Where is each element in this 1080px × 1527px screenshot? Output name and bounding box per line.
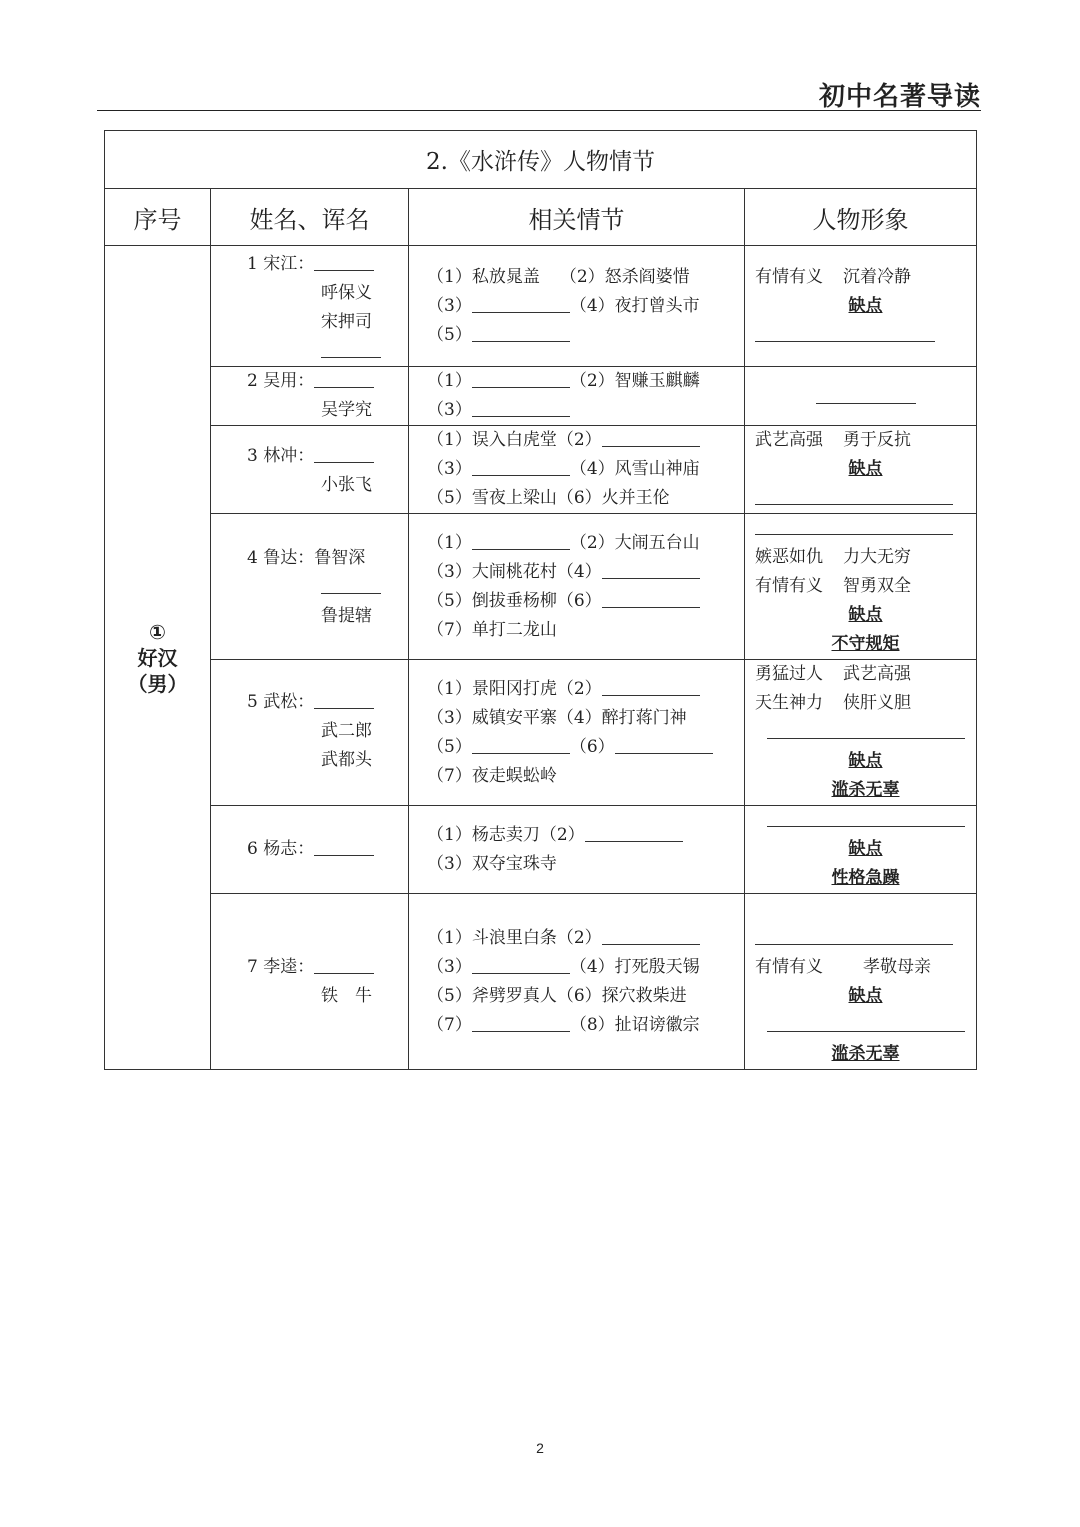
table-row — [105, 894, 977, 1070]
answer-blank — [314, 444, 374, 463]
character-name: 4 鲁达：鲁智深 — [247, 548, 366, 568]
plot-item: （5）雪夜上梁山（6）火并王伦 — [427, 488, 670, 508]
answer-blank — [602, 560, 700, 579]
character-name: 5 武松： — [247, 692, 315, 712]
nickname: 武二郎 — [321, 721, 372, 741]
name-cell — [211, 246, 409, 367]
character-name: 2 吴用： — [247, 371, 315, 391]
page-number: 2 — [536, 1440, 544, 1456]
plot-item: （5） — [427, 324, 472, 345]
trait: 有情有义 — [755, 266, 823, 287]
answer-blank — [816, 385, 916, 404]
answer-blank — [314, 837, 374, 856]
plot-item: （2）怒杀阎婆惜 — [559, 266, 690, 287]
plot-item: （1）斗浪里白条（2） — [427, 927, 602, 948]
header-title: 初中名著导读 — [818, 82, 981, 112]
answer-blank — [615, 735, 713, 754]
answer-blank — [314, 690, 374, 709]
plot-item: （4）打死殷天锡 — [569, 956, 700, 977]
plot-cell — [409, 806, 745, 894]
plot-item: （1）私放晁盖 — [427, 266, 540, 287]
table-row — [105, 246, 977, 367]
nickname: 铁 牛 — [321, 985, 372, 1006]
answer-blank — [321, 575, 381, 594]
trait: 有情有义 — [755, 576, 823, 596]
answer-blank — [472, 735, 570, 754]
answer-blank — [755, 516, 953, 535]
trait: 力大无穷 — [843, 547, 911, 567]
flaw-label: 缺点 — [848, 751, 883, 771]
plot-item: （4）夜打曾头市 — [569, 295, 700, 316]
flaw-label: 缺点 — [848, 839, 883, 859]
plot-item: （5）倒拔垂杨柳（6） — [427, 590, 602, 611]
group-sub: （男） — [127, 671, 188, 696]
plot-item: （8）扯诏谤徽宗 — [569, 1014, 700, 1035]
image-cell — [745, 426, 977, 514]
trait: 侠肝义胆 — [843, 693, 911, 713]
plot-item: （1） — [427, 532, 472, 553]
plot-cell — [409, 367, 745, 426]
image-cell — [745, 660, 977, 806]
column-header-name: 姓名、诨名 — [211, 189, 409, 246]
trait: 天生神力 — [755, 693, 823, 713]
trait: 勇猛过人 — [755, 664, 823, 684]
flaw-text: 滥杀无辜 — [831, 780, 900, 800]
plot-cell — [409, 894, 745, 1070]
character-name: 1 宋江： — [247, 254, 315, 274]
name-cell — [211, 426, 409, 514]
name-cell — [211, 894, 409, 1070]
trait: 武艺高强 — [843, 664, 911, 684]
table-row — [105, 514, 977, 660]
answer-blank — [755, 926, 953, 945]
plot-item: （7） — [427, 1014, 472, 1035]
nickname: 宋押司 — [321, 312, 372, 332]
plot-item: （3） — [427, 295, 472, 316]
table-row — [105, 806, 977, 894]
character-name: 6 杨志： — [247, 839, 315, 859]
plot-item: （1）景阳冈打虎（2） — [427, 678, 602, 699]
plot-item: （5）斧劈罗真人（6）探穴救柴进 — [427, 985, 687, 1006]
plot-cell — [409, 660, 745, 806]
flaw-label: 缺点 — [848, 459, 883, 479]
flaw-label: 缺点 — [848, 605, 883, 625]
name-cell — [211, 806, 409, 894]
trait: 有情有义 — [755, 957, 823, 977]
answer-blank — [602, 589, 700, 608]
answer-blank — [767, 720, 965, 739]
plot-item: （1） — [427, 371, 472, 391]
name-cell — [211, 367, 409, 426]
plot-item: （7）单打二龙山 — [427, 619, 557, 640]
name-cell — [211, 514, 409, 660]
column-header-plot: 相关情节 — [409, 189, 745, 246]
answer-blank — [755, 486, 953, 505]
plot-item: （5） — [427, 736, 472, 757]
answer-blank — [314, 252, 374, 271]
answer-blank — [602, 428, 700, 447]
nickname: 武都头 — [321, 750, 372, 770]
plot-item: （2）大闹五台山 — [569, 532, 700, 553]
answer-blank — [321, 339, 381, 358]
plot-item: （4）风雪山神庙 — [569, 459, 700, 479]
plot-item: （2）智赚玉麒麟 — [569, 371, 700, 391]
character-name: 7 李逵： — [247, 956, 315, 977]
flaw-text: 不守规矩 — [831, 634, 900, 654]
image-cell — [745, 514, 977, 660]
image-cell — [745, 367, 977, 426]
trait: 智勇双全 — [843, 576, 911, 596]
answer-blank — [472, 323, 570, 342]
answer-blank — [314, 955, 374, 974]
plot-item: （3） — [427, 956, 472, 977]
plot-item: （7）夜走蜈蚣岭 — [427, 765, 557, 786]
plot-item: （3） — [427, 400, 472, 420]
flaw-text: 滥杀无辜 — [831, 1044, 900, 1064]
character-name: 3 林冲： — [247, 446, 315, 466]
plot-item: （3）大闹桃花村（4） — [427, 561, 602, 582]
answer-blank — [755, 323, 935, 342]
flaw-label: 缺点 — [848, 986, 883, 1006]
nickname: 鲁提辖 — [321, 606, 372, 626]
answer-blank — [472, 457, 570, 476]
nickname: 呼保义 — [321, 283, 372, 303]
page-header — [97, 76, 981, 111]
plot-item: （6） — [569, 736, 615, 757]
image-cell — [745, 246, 977, 367]
answer-blank — [767, 808, 965, 827]
column-header-image: 人物形象 — [745, 189, 977, 246]
table-title: 2.《水浒传》人物情节 — [105, 131, 977, 189]
plot-item: （1）误入白虎堂（2） — [427, 430, 602, 450]
flaw-label: 缺点 — [848, 295, 883, 316]
plot-item: （3） — [427, 459, 472, 479]
answer-blank — [472, 398, 570, 417]
image-cell — [745, 806, 977, 894]
trait: 沉着冷静 — [843, 266, 911, 287]
group-label: 好汉 — [137, 645, 178, 670]
table-row — [105, 426, 977, 514]
answer-blank — [472, 294, 570, 313]
answer-blank — [602, 677, 700, 696]
nickname: 吴学究 — [321, 400, 372, 420]
answer-blank — [472, 1013, 570, 1032]
plot-cell — [409, 426, 745, 514]
trait: 嫉恶如仇 — [755, 547, 823, 567]
answer-blank — [472, 531, 570, 550]
answer-blank — [472, 369, 570, 388]
character-table — [104, 130, 977, 1070]
plot-item: （3）威镇安平寨（4）醉打蒋门神 — [427, 707, 687, 728]
trait: 孝敬母亲 — [863, 957, 931, 977]
plot-cell — [409, 514, 745, 660]
name-cell — [211, 660, 409, 806]
group-cell — [105, 246, 211, 1070]
table-row — [105, 367, 977, 426]
image-cell — [745, 894, 977, 1070]
table-row — [105, 660, 977, 806]
answer-blank — [585, 823, 683, 842]
answer-blank — [767, 1013, 965, 1032]
answer-blank — [314, 369, 374, 388]
column-header-index: 序号 — [105, 189, 211, 246]
answer-blank — [602, 926, 700, 945]
trait: 武艺高强 — [755, 430, 823, 450]
plot-item: （3）双夺宝珠寺 — [427, 853, 557, 874]
plot-cell — [409, 246, 745, 367]
flaw-text: 性格急躁 — [831, 868, 900, 888]
plot-item: （1）杨志卖刀（2） — [427, 824, 585, 845]
answer-blank — [472, 955, 570, 974]
group-marker: ① — [149, 619, 166, 644]
nickname: 小张飞 — [321, 475, 372, 495]
trait: 勇于反抗 — [843, 430, 911, 450]
